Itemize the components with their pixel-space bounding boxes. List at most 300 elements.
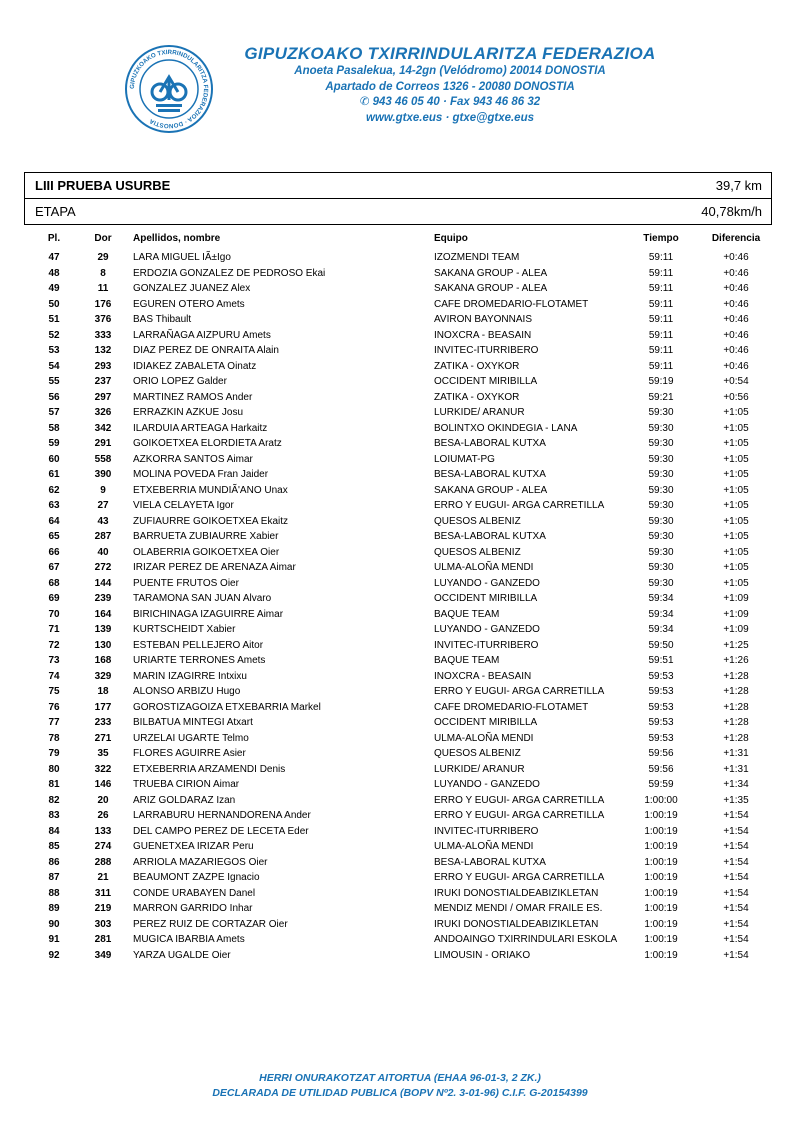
table-row (24, 808, 772, 824)
cell-pl: 82 (48, 794, 60, 806)
cell-team: BOLINTXO OKINDEGIA - LANA (434, 422, 578, 434)
cell-dor: 139 (94, 624, 112, 635)
cell-time: 59:30 (648, 453, 674, 465)
cell-team: LURKIDE/ ARANUR (434, 763, 525, 775)
cell-diff: +1:05 (723, 453, 749, 465)
table-row (24, 669, 772, 685)
table-row (24, 297, 772, 313)
cell-pl: 66 (48, 546, 60, 558)
cell-dor: 43 (97, 515, 109, 527)
cell-diff: +1:54 (723, 887, 749, 899)
header-name: Apellidos, nombre (133, 233, 221, 244)
cell-time: 1:00:19 (644, 887, 678, 899)
cell-time: 59:30 (648, 500, 674, 511)
cell-diff: +1:54 (723, 903, 749, 914)
table-row (24, 638, 772, 654)
cell-diff: +1:26 (723, 655, 749, 666)
table-row (24, 498, 772, 514)
cell-pl: 76 (48, 701, 60, 713)
cell-dor: 293 (94, 360, 112, 372)
cell-team: LUYANDO - GANZEDO (434, 624, 540, 635)
cell-dor: 287 (94, 531, 112, 542)
cell-dor: 233 (94, 717, 112, 728)
cell-diff: +0:46 (723, 329, 749, 341)
cell-team: CAFE DROMEDARIO-FLOTAMET (434, 298, 589, 310)
cell-team: MENDIZ MENDI / OMAR FRAILE ES. (434, 903, 603, 914)
table-row (24, 359, 772, 375)
cell-pl: 83 (48, 810, 60, 821)
cell-dor: 239 (94, 593, 112, 604)
cell-name: PEREZ RUIZ DE CORTAZAR Oier (133, 918, 288, 930)
cell-dor: 132 (94, 345, 112, 356)
cell-dor: 219 (94, 903, 112, 914)
cell-name: MOLINA POVEDA Fran Jaider (133, 469, 269, 480)
table-row (24, 839, 772, 855)
cell-dor: 177 (94, 701, 112, 713)
cell-pl: 85 (48, 841, 60, 852)
table-row (24, 607, 772, 623)
cell-name: LARA MIGUEL IÃ±Igo (133, 252, 231, 263)
table-row (24, 467, 772, 483)
cell-pl: 59 (48, 438, 60, 449)
table-row (24, 405, 772, 421)
cell-team: LUYANDO - GANZEDO (434, 779, 540, 790)
cell-pl: 79 (48, 748, 60, 759)
table-row (24, 343, 772, 359)
cell-name: ESTEBAN PELLEJERO Aitor (133, 639, 264, 651)
cell-pl: 70 (48, 608, 60, 620)
cell-dor: 11 (97, 283, 109, 294)
table-row (24, 684, 772, 700)
cell-name: URZELAI UGARTE Telmo (133, 732, 249, 744)
cell-dor: 21 (97, 872, 109, 883)
cell-dor: 35 (97, 748, 109, 759)
cell-name: ETXEBERRIA ARZAMENDI Denis (133, 763, 286, 775)
cell-diff: +0:56 (723, 391, 749, 403)
table-row (24, 452, 772, 468)
table-row (24, 622, 772, 638)
cell-dor: 20 (97, 794, 109, 806)
cell-name: GOIKOETXEA ELORDIETA Aratz (133, 438, 282, 449)
cell-time: 1:00:19 (644, 872, 678, 883)
cell-diff: +1:31 (723, 763, 749, 775)
cell-dor: 274 (94, 841, 112, 852)
address-line-1: Anoeta Pasalekua, 14-2gn (Velódromo) 20014 DONOSTIA (294, 65, 606, 77)
cell-pl: 68 (48, 577, 60, 589)
cell-pl: 80 (48, 763, 60, 775)
cell-pl: 67 (48, 562, 60, 573)
cell-time: 59:30 (648, 469, 674, 480)
cell-team: BAQUE TEAM (434, 608, 500, 620)
cell-time: 59:11 (648, 329, 674, 341)
svg-text:GIPUZKOAKO TXIRRINDULARITZA FE: GIPUZKOAKO TXIRRINDULARITZA FEDERAZIOA · DONOSTIA (128, 48, 210, 130)
cell-dor: 271 (94, 732, 112, 744)
cell-team: ULMA-ALOÑA MENDI (434, 562, 534, 573)
cell-diff: +1:05 (723, 577, 749, 589)
letterhead (214, 44, 686, 126)
cell-pl: 89 (48, 903, 60, 914)
cell-team: INOXCRA - BEASAIN (434, 329, 532, 341)
cell-diff: +1:05 (723, 531, 749, 542)
cell-team: CAFE DROMEDARIO-FLOTAMET (434, 701, 589, 713)
cell-pl: 86 (48, 856, 60, 868)
table-row (24, 715, 772, 731)
cell-pl: 52 (48, 329, 60, 341)
cell-time: 59:30 (648, 515, 674, 527)
cell-team: BESA-LABORAL KUTXA (434, 469, 546, 480)
race-distance: 39,7 km (715, 178, 762, 193)
cell-time: 59:53 (648, 717, 674, 728)
race-avg-speed: 40,78km/h (701, 204, 762, 219)
cell-diff: +1:28 (723, 686, 749, 697)
cell-pl: 64 (48, 515, 60, 527)
cell-name: ARIZ GOLDARAZ Izan (133, 794, 236, 806)
cell-diff: +1:05 (723, 500, 749, 511)
cell-time: 59:30 (648, 562, 674, 573)
cell-time: 59:34 (648, 593, 674, 604)
cell-time: 1:00:19 (644, 903, 678, 914)
cell-name: VIELA CELAYETA Igor (133, 500, 234, 511)
cell-pl: 62 (48, 484, 60, 496)
cell-time: 1:00:19 (644, 825, 678, 837)
cell-diff: +0:46 (723, 360, 749, 372)
cell-pl: 53 (48, 345, 60, 356)
cell-time: 1:00:19 (644, 810, 678, 821)
cell-name: IRIZAR PEREZ DE ARENAZA Aimar (133, 562, 296, 573)
cell-dor: 311 (94, 887, 112, 899)
cell-time: 1:00:00 (644, 794, 678, 806)
table-row (24, 700, 772, 716)
cell-time: 59:53 (648, 701, 674, 713)
table-row (24, 591, 772, 607)
cell-dor: 558 (94, 453, 112, 465)
cell-dor: 164 (94, 608, 112, 620)
race-stage: ETAPA (35, 204, 76, 219)
cell-team: INVITEC-ITURRIBERO (434, 825, 539, 837)
cell-time: 59:56 (648, 748, 674, 759)
phone-line: ✆ 943 46 05 40 · Fax 943 46 86 32 (359, 96, 541, 108)
cell-pl: 88 (48, 887, 60, 899)
cell-pl: 84 (48, 825, 60, 837)
cell-time: 1:00:19 (644, 841, 678, 852)
cell-dor: 297 (94, 391, 112, 403)
table-row (24, 545, 772, 561)
cell-pl: 81 (48, 779, 60, 790)
cell-team: BESA-LABORAL KUTXA (434, 531, 546, 542)
cell-name: GONZALEZ JUANEZ Alex (133, 283, 251, 294)
cell-time: 1:00:19 (644, 934, 678, 945)
cell-time: 59:30 (648, 407, 674, 418)
cell-pl: 61 (48, 469, 60, 480)
cell-diff: +0:46 (723, 283, 749, 294)
cell-dor: 329 (94, 670, 112, 682)
cell-diff: +1:28 (723, 717, 749, 728)
cell-name: GUENETXEA IRIZAR Peru (133, 841, 254, 852)
cell-dor: 237 (94, 376, 112, 387)
table-row (24, 483, 772, 499)
cell-name: GOROSTIZAGOIZA ETXEBARRIA Markel (133, 701, 321, 713)
header-time: Tiempo (643, 233, 679, 244)
cell-name: FLORES AGUIRRE Asier (133, 748, 246, 759)
cell-team: ULMA-ALOÑA MENDI (434, 732, 534, 744)
cell-name: BARRUETA ZUBIAURRE Xabier (133, 531, 279, 542)
cell-team: OCCIDENT MIRIBILLA (434, 717, 538, 728)
cell-diff: +1:54 (723, 825, 749, 837)
cell-team: LIMOUSIN - ORIAKO (434, 949, 531, 961)
cell-team: BESA-LABORAL KUTXA (434, 438, 546, 449)
cell-diff: +1:05 (723, 515, 749, 527)
cell-time: 59:30 (648, 438, 674, 449)
cell-diff: +1:05 (723, 407, 749, 418)
cell-pl: 47 (48, 252, 60, 263)
cell-dor: 281 (94, 934, 112, 945)
footer-line-1: HERRI ONURAKOTZAT AITORTUA (EHAA 96-01-3, 2 ZK.) (259, 1072, 541, 1084)
cell-time: 59:11 (648, 252, 674, 263)
cell-team: QUESOS ALBENIZ (434, 748, 521, 759)
cell-name: KURTSCHEIDT Xabier (133, 624, 236, 635)
cell-name: BEAUMONT ZAZPE Ignacio (133, 872, 260, 883)
table-row (24, 855, 772, 871)
cell-diff: +0:46 (723, 298, 749, 310)
cell-team: INVITEC-ITURRIBERO (434, 639, 539, 651)
cell-diff: +1:05 (723, 469, 749, 480)
cell-pl: 49 (48, 283, 60, 294)
cell-pl: 56 (48, 391, 60, 403)
header-team: Equipo (434, 233, 468, 244)
cell-time: 59:53 (648, 686, 674, 697)
cell-dor: 8 (100, 267, 106, 279)
cell-team: BAQUE TEAM (434, 655, 500, 666)
cell-team: ERRO Y EUGUI- ARGA CARRETILLA (434, 686, 605, 697)
cell-name: DIAZ PEREZ DE ONRAITA Alain (133, 345, 279, 356)
cell-team: LURKIDE/ ARANUR (434, 407, 525, 418)
cell-time: 59:11 (648, 360, 674, 372)
cell-name: CONDE URABAYEN Danel (133, 887, 256, 899)
address-line-2: Apartado de Correos 1326 - 20080 DONOSTIA (325, 80, 575, 93)
cell-name: ARRIOLA MAZARIEGOS Oier (133, 856, 268, 868)
cell-dor: 146 (94, 779, 112, 790)
cell-time: 1:00:19 (644, 918, 678, 930)
cell-pl: 48 (48, 267, 60, 279)
table-row (24, 762, 772, 778)
table-row (24, 870, 772, 886)
race-title: LIII PRUEBA USURBE (35, 178, 171, 193)
cell-name: ILARDUIA ARTEAGA Harkaitz (133, 422, 268, 434)
cell-name: LARRAÑAGA AIZPURU Amets (133, 329, 271, 341)
cell-time: 59:30 (648, 531, 674, 542)
table-row (24, 560, 772, 576)
cell-diff: +1:35 (723, 794, 749, 806)
cell-diff: +1:25 (723, 639, 749, 651)
cell-diff: +1:34 (723, 779, 749, 790)
table-row (24, 374, 772, 390)
table-row (24, 777, 772, 793)
cell-pl: 54 (48, 360, 60, 372)
cell-dor: 303 (94, 918, 112, 930)
table-row (24, 731, 772, 747)
cell-team: OCCIDENT MIRIBILLA (434, 593, 538, 604)
cell-diff: +1:09 (723, 624, 749, 635)
cell-team: ERRO Y EUGUI- ARGA CARRETILLA (434, 794, 605, 806)
cell-diff: +1:54 (723, 872, 749, 883)
cell-pl: 75 (48, 686, 60, 697)
cell-name: MARTINEZ RAMOS Ander (133, 391, 253, 403)
cell-pl: 69 (48, 593, 60, 604)
results-table-header (24, 231, 772, 247)
cell-name: AZKORRA SANTOS Aimar (133, 453, 253, 465)
cell-name: YARZA UGALDE Oier (133, 949, 231, 961)
cell-diff: +0:46 (723, 345, 749, 356)
cell-diff: +1:54 (723, 841, 749, 852)
federation-logo (124, 44, 214, 134)
cell-name: MARRON GARRIDO Inhar (133, 903, 253, 914)
cell-team: QUESOS ALBENIZ (434, 515, 521, 527)
table-row (24, 390, 772, 406)
cell-team: QUESOS ALBENIZ (434, 546, 521, 558)
cell-diff: +1:54 (723, 856, 749, 868)
cell-name: MARIN IZAGIRRE Intxixu (133, 670, 247, 682)
cell-dor: 27 (97, 500, 109, 511)
cell-pl: 65 (48, 531, 60, 542)
cell-team: IZOZMENDI TEAM (434, 252, 520, 263)
cell-pl: 74 (48, 670, 60, 682)
cell-time: 59:53 (648, 732, 674, 744)
cell-time: 59:21 (648, 391, 674, 403)
cell-dor: 26 (97, 810, 109, 821)
header-pl: Pl. (47, 233, 61, 244)
cell-name: TARAMONA SAN JUAN Alvaro (133, 593, 272, 604)
cell-diff: +1:05 (723, 546, 749, 558)
table-row (24, 266, 772, 282)
table-row (24, 746, 772, 762)
cell-team: OCCIDENT MIRIBILLA (434, 376, 538, 387)
table-row (24, 514, 772, 530)
cell-time: 59:59 (648, 779, 674, 790)
cell-name: IDIAKEZ ZABALETA Oinatz (133, 360, 257, 372)
cell-dor: 144 (94, 577, 112, 589)
cell-team: SAKANA GROUP - ALEA (434, 283, 548, 294)
cell-name: BAS Thibault (133, 314, 192, 325)
table-row (24, 886, 772, 902)
cell-team: IRUKI DONOSTIALDEABIZIKLETAN (434, 887, 599, 899)
cell-dor: 291 (94, 438, 112, 449)
cell-dor: 322 (94, 763, 112, 775)
table-row (24, 948, 772, 964)
race-title-box (24, 172, 772, 199)
cell-time: 59:56 (648, 763, 674, 775)
cell-diff: +1:28 (723, 732, 749, 744)
cell-name: TRUEBA CIRION Aimar (133, 779, 240, 790)
cell-pl: 63 (48, 500, 60, 511)
cell-pl: 77 (48, 717, 60, 728)
table-row (24, 793, 772, 809)
cell-time: 59:19 (648, 376, 674, 387)
table-row (24, 312, 772, 328)
cell-name: MUGICA IBARBIA Amets (133, 934, 245, 945)
cell-diff: +1:31 (723, 748, 749, 759)
table-row (24, 281, 772, 297)
cell-name: BIRICHINAGA IZAGUIRRE Aimar (133, 608, 284, 620)
cell-team: LUYANDO - GANZEDO (434, 577, 540, 589)
cell-name: ETXEBERRIA MUNDIÃ'ANO Unax (133, 484, 288, 496)
cell-name: LARRABURU HERNANDORENA Ander (133, 810, 311, 821)
cell-diff: +1:54 (723, 918, 749, 930)
cell-team: SAKANA GROUP - ALEA (434, 484, 548, 496)
table-row (24, 328, 772, 344)
cell-time: 59:30 (648, 422, 674, 434)
cell-dor: 40 (97, 546, 109, 558)
cell-name: ZUFIAURRE GOIKOETXEA Ekaitz (133, 515, 289, 527)
results-table-body (0, 250, 800, 963)
cell-team: INOXCRA - BEASAIN (434, 670, 532, 682)
cell-time: 59:50 (648, 639, 674, 651)
cell-pl: 92 (48, 949, 60, 961)
table-row (24, 932, 772, 948)
race-stage-box (24, 198, 772, 225)
cell-team: ERRO Y EUGUI- ARGA CARRETILLA (434, 810, 605, 821)
cell-diff: +1:05 (723, 484, 749, 496)
cell-team: ULMA-ALOÑA MENDI (434, 841, 534, 852)
cell-dor: 29 (97, 252, 109, 263)
cell-time: 59:11 (648, 267, 674, 279)
cell-name: ERRAZKIN AZKUE Josu (133, 407, 244, 418)
table-row (24, 250, 772, 266)
cell-team: IRUKI DONOSTIALDEABIZIKLETAN (434, 918, 599, 930)
cell-diff: +0:54 (723, 376, 749, 387)
cell-pl: 55 (48, 376, 60, 387)
cell-time: 59:30 (648, 546, 674, 558)
cell-diff: +0:46 (723, 252, 749, 263)
cell-name: PUENTE FRUTOS Oier (133, 577, 239, 589)
cell-time: 1:00:19 (644, 856, 678, 868)
cell-time: 59:30 (648, 577, 674, 589)
cell-diff: +0:46 (723, 314, 749, 325)
cell-name: ERDOZIA GONZALEZ DE PEDROSO Ekai (133, 267, 326, 279)
cell-name: EGUREN OTERO Amets (133, 298, 245, 310)
org-name: GIPUZKOAKO TXIRRINDULARITZA FEDERAZIOA (244, 44, 656, 63)
cell-dor: 18 (97, 686, 109, 697)
cell-pl: 87 (48, 872, 60, 883)
cell-diff: +1:09 (723, 608, 749, 620)
cell-time: 59:30 (648, 484, 674, 496)
table-row (24, 529, 772, 545)
cell-pl: 57 (48, 407, 60, 418)
header-dor: Dor (94, 233, 112, 244)
cell-team: BESA-LABORAL KUTXA (434, 856, 546, 868)
table-row (24, 653, 772, 669)
cell-team: ERRO Y EUGUI- ARGA CARRETILLA (434, 872, 605, 883)
cell-name: ORIO LOPEZ Galder (133, 376, 227, 387)
cell-team: INVITEC-ITURRIBERO (434, 345, 539, 356)
cell-pl: 60 (48, 453, 60, 465)
header-diff: Diferencia (711, 233, 761, 244)
footer (150, 1071, 650, 1101)
cell-diff: +1:28 (723, 701, 749, 713)
cell-dor: 326 (94, 407, 112, 418)
table-row (24, 917, 772, 933)
cell-time: 59:51 (648, 655, 674, 666)
cell-pl: 58 (48, 422, 60, 434)
cell-team: SAKANA GROUP - ALEA (434, 267, 548, 279)
cell-name: OLABERRIA GOIKOETXEA Oier (133, 546, 280, 558)
cell-name: DEL CAMPO PEREZ DE LECETA Eder (133, 825, 309, 837)
cell-diff: +0:46 (723, 267, 749, 279)
cell-pl: 90 (48, 918, 60, 930)
cell-diff: +1:05 (723, 422, 749, 434)
cell-dor: 288 (94, 856, 112, 868)
cell-time: 59:11 (648, 283, 674, 294)
footer-line-2: DECLARADA DE UTILIDAD PUBLICA (BOPV Nº2. 3-01-96) C.I.F. G-20154399 (212, 1087, 588, 1099)
